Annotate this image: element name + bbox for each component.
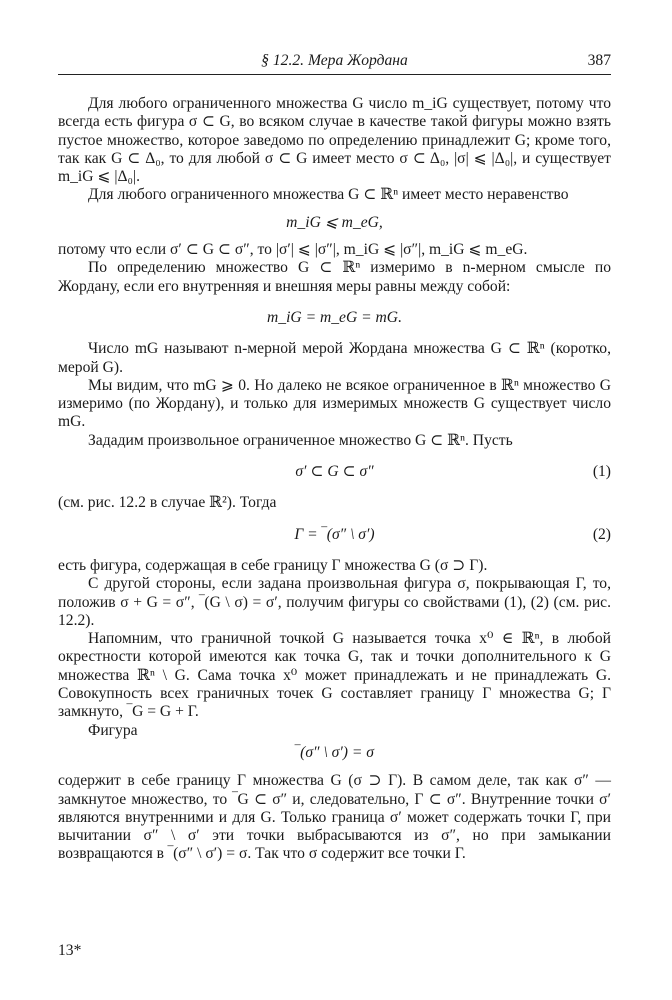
paragraph: есть фигура, содержащая в себе границу Γ множества G (σ ⊃ Γ). [58, 556, 488, 574]
paragraph: По определению множество G ⊂ ℝⁿ измеримо в n-мерном смысле по Жордану, если его внутренняя и внешняя меры равны между собой: [58, 259, 611, 295]
paragraph: Фигура [88, 721, 138, 739]
paragraph: (см. рис. 12.2 в случае ℝ²). Тогда [58, 494, 277, 512]
paragraph: Число mG называют n-мерной мерой Жордана множества G ⊂ ℝⁿ (коротко, мерой G). [58, 340, 611, 376]
paragraph: Для любого ограниченного множества G ⊂ ℝⁿ имеет место неравенство [88, 186, 569, 204]
paragraph: Напомним, что граничной точкой G называется точка x⁰ ∈ ℝⁿ, в любой окрестности которой имеются как точка G, так и точки дополнительного к G множества ℝⁿ \ G. Сама точка x⁰ может принадлежать и не принадлежать G. Совокупность всех граничных точек G составляет границу Γ множества G; Γ замкнуто, ‾G = G + Γ. [58, 630, 611, 721]
formula-body: Γ = ‾(σ″ \ σ′) [294, 525, 375, 543]
display-formula: m_iG ⩽ m_eG, [286, 213, 383, 231]
display-formula: m_iG = m_eG = mG. [267, 308, 402, 326]
paragraph: Для любого ограниченного множества G число m_iG существует, потому что всегда есть фигура σ ⊂ G, во всяком случае в качестве такой фигуры можно взять пустое множество, которое заведомо по определению принадлежит G; кроме того, так как G ⊂ Δ₀, то для любой σ ⊂ G имеет место σ ⊂ Δ₀, |σ| ⩽ |Δ₀|, и существует m_iG ⩽ |Δ₀|. [58, 95, 611, 186]
signature-mark: 13* [58, 942, 82, 959]
numbered-formula [58, 463, 611, 481]
equation-number: (2) [592, 525, 611, 543]
page [58, 48, 611, 864]
numbered-formula [58, 526, 611, 544]
paragraph: Зададим произвольное ограниченное множество G ⊂ ℝⁿ. Пусть [88, 431, 513, 449]
paragraph: потому что если σ′ ⊂ G ⊂ σ″, то |σ′| ⩽ |σ″|, m_iG ⩽ |σ″|, m_iG ⩽ m_eG. [58, 241, 528, 259]
section-title: § 12.2. Мера Жордана [261, 52, 408, 69]
text-body [58, 95, 611, 864]
paragraph: С другой стороны, если задана произвольная фигура σ, покрывающая Γ, то, положив σ + G = σ″, ‾(G \ σ) = σ′, получим фигуры со свойствами (1), (2) (см. рис. 12.2). [58, 575, 611, 629]
running-header [58, 48, 611, 75]
page-number: 387 [587, 52, 611, 69]
paragraph: Мы видим, что mG ⩾ 0. Но далеко не всякое ограниченное в ℝⁿ множество G измеримо (по Жордану), и только для измеримых множеств G существует число mG. [58, 376, 611, 431]
paragraph: содержит в себе границу Γ множества G (σ ⊃ Γ). В самом деле, так как σ″ — замкнутое множество, то ‾G ⊂ σ″ и, следовательно, Γ ⊂ σ″. Внутренние точки σ′ являются внутренними и для G. Только граница σ′ может содержать точки Γ, при вычитании σ″ \ σ′ эти точки выбрасываются из σ″, но при замыкании возвращаются в ‾(σ″ \ σ′) = σ. Так что σ содержит все точки Γ. [58, 772, 611, 863]
display-formula: ‾(σ″ \ σ′) = σ [294, 743, 374, 761]
equation-number: (1) [592, 463, 611, 481]
formula-body: σ′ ⊂ G ⊂ σ″ [295, 463, 374, 481]
